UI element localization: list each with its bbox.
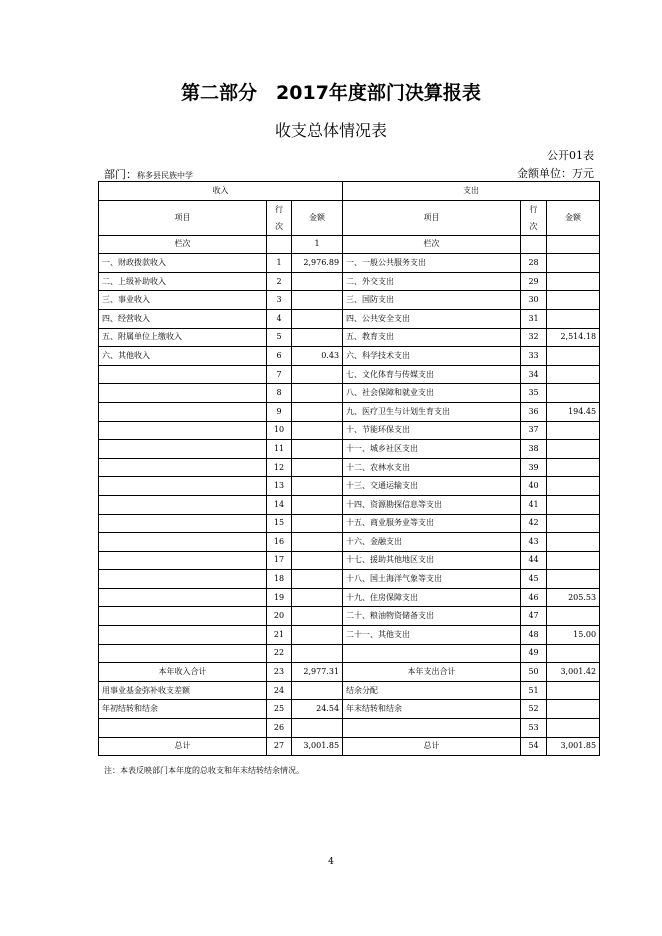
income-expense-table xyxy=(98,181,600,756)
expense-amount-cell xyxy=(547,681,600,700)
expense-item-header: 项目 xyxy=(343,200,521,235)
table-row xyxy=(99,644,600,663)
table-row xyxy=(99,291,600,310)
expense-item-cell: 十九、住房保障支出 xyxy=(343,588,521,607)
income-item-cell xyxy=(99,458,267,477)
expense-item-cell: 十一、城乡社区支出 xyxy=(343,440,521,459)
income-amount-cell xyxy=(292,514,343,533)
expense-row-no-cell: 28 xyxy=(521,254,547,273)
expense-row-no-cell: 39 xyxy=(521,458,547,477)
income-amount-cell xyxy=(292,328,343,347)
income-amount-cell: 3,001.85 xyxy=(292,737,343,756)
income-item-cell: 用事业基金弥补收支差额 xyxy=(99,681,267,700)
income-item-cell: 四、经营收入 xyxy=(99,309,267,328)
expense-item-cell: 六、科学技术支出 xyxy=(343,347,521,366)
income-item-cell xyxy=(99,477,267,496)
income-amount-cell xyxy=(292,588,343,607)
table-row xyxy=(99,328,600,347)
income-amount-cell xyxy=(292,570,343,589)
expense-amount-cell xyxy=(547,291,600,310)
income-row-no-cell: 3 xyxy=(267,291,292,310)
expense-row-no-cell: 43 xyxy=(521,533,547,552)
income-amount-cell xyxy=(292,440,343,459)
expense-item-cell: 四、公共安全支出 xyxy=(343,309,521,328)
expense-amount-cell xyxy=(547,607,600,626)
expense-row-no-cell: 37 xyxy=(521,421,547,440)
income-amount-cell xyxy=(292,402,343,421)
expense-amount-cell xyxy=(547,700,600,719)
expense-item-cell: 五、教育支出 xyxy=(343,328,521,347)
table-row xyxy=(99,663,600,682)
expense-row-no-cell: 42 xyxy=(521,514,547,533)
table-row xyxy=(99,514,600,533)
income-item-cell xyxy=(99,365,267,384)
expense-item-cell: 十八、国土海洋气象等支出 xyxy=(343,570,521,589)
expense-item-cell: 十四、资源勘探信息等支出 xyxy=(343,495,521,514)
expense-amount-cell xyxy=(547,365,600,384)
expense-row-no-cell: 52 xyxy=(521,700,547,719)
income-row-no-cell: 24 xyxy=(267,681,292,700)
expense-col-blank xyxy=(547,235,600,254)
expense-row-no-cell: 34 xyxy=(521,365,547,384)
income-item-cell xyxy=(99,607,267,626)
income-amount-cell xyxy=(292,551,343,570)
table-row xyxy=(99,421,600,440)
income-item-cell xyxy=(99,514,267,533)
table-row xyxy=(99,533,600,552)
expense-item-cell: 十三、交通运输支出 xyxy=(343,477,521,496)
income-row-no-cell: 20 xyxy=(267,607,292,626)
income-row-no-cell: 15 xyxy=(267,514,292,533)
expense-amount-cell xyxy=(547,719,600,738)
expense-row-no-cell: 29 xyxy=(521,272,547,291)
income-item-cell xyxy=(99,719,267,738)
income-amount-cell xyxy=(292,291,343,310)
table-row xyxy=(99,495,600,514)
table-body xyxy=(99,254,600,756)
income-row-no-cell: 14 xyxy=(267,495,292,514)
income-amount-cell xyxy=(292,719,343,738)
expense-amount-cell: 3,001.85 xyxy=(547,737,600,756)
expense-item-cell: 十六、金融支出 xyxy=(343,533,521,552)
income-row-no-cell: 25 xyxy=(267,700,292,719)
income-item-cell: 六、其他收入 xyxy=(99,347,267,366)
expense-item-cell: 一、一般公共服务支出 xyxy=(343,254,521,273)
expense-item-cell: 年末结转和结余 xyxy=(343,700,521,719)
income-row-no-cell: 10 xyxy=(267,421,292,440)
income-row-no-cell: 7 xyxy=(267,365,292,384)
income-amount-cell: 0.43 xyxy=(292,347,343,366)
table-row xyxy=(99,588,600,607)
income-amount-cell xyxy=(292,384,343,403)
income-amount-cell xyxy=(292,309,343,328)
table-row xyxy=(99,626,600,645)
expense-item-cell: 八、社会保障和就业支出 xyxy=(343,384,521,403)
expense-item-cell: 本年支出合计 xyxy=(343,663,521,682)
table-row xyxy=(99,570,600,589)
expense-row-no-header: 行 次 xyxy=(521,200,547,235)
expense-amount-cell: 2,514.18 xyxy=(547,328,600,347)
table-row xyxy=(99,551,600,570)
expense-row-no-cell: 30 xyxy=(521,291,547,310)
income-item-cell xyxy=(99,495,267,514)
expense-row-no-cell: 49 xyxy=(521,644,547,663)
income-amount-cell xyxy=(292,681,343,700)
income-amount-cell: 2,977.31 xyxy=(292,663,343,682)
expense-item-cell: 十五、商业服务业等支出 xyxy=(343,514,521,533)
income-row-no-cell: 22 xyxy=(267,644,292,663)
expense-amount-cell xyxy=(547,254,600,273)
income-row-no-header: 行 次 xyxy=(267,200,292,235)
expense-item-cell: 十、节能环保支出 xyxy=(343,421,521,440)
table-row xyxy=(99,737,600,756)
expense-item-cell: 二、外交支出 xyxy=(343,272,521,291)
expense-amount-cell xyxy=(547,514,600,533)
income-row-no-cell: 27 xyxy=(267,737,292,756)
expense-amount-cell: 194.45 xyxy=(547,402,600,421)
expense-amount-cell xyxy=(547,458,600,477)
expense-row-no-cell: 50 xyxy=(521,663,547,682)
expense-row-no-cell: 45 xyxy=(521,570,547,589)
income-item-cell xyxy=(99,644,267,663)
income-col-one: 1 xyxy=(292,235,343,254)
income-amount-cell xyxy=(292,365,343,384)
table-row xyxy=(99,700,600,719)
table-row xyxy=(99,309,600,328)
income-row-no-cell: 6 xyxy=(267,347,292,366)
expense-item-cell: 七、文化体育与传媒支出 xyxy=(343,365,521,384)
income-amount-cell: 24.54 xyxy=(292,700,343,719)
income-amount-header: 金额 xyxy=(292,200,343,235)
expense-row-no-cell: 32 xyxy=(521,328,547,347)
income-header: 收入 xyxy=(99,182,343,201)
income-amount-cell xyxy=(292,421,343,440)
income-item-cell xyxy=(99,588,267,607)
amount-unit: 金额单位：万元 xyxy=(517,167,594,180)
expense-amount-cell xyxy=(547,644,600,663)
expense-amount-cell xyxy=(547,533,600,552)
income-col-index-blank xyxy=(267,235,292,254)
expense-header: 支出 xyxy=(343,182,600,201)
expense-row-no-cell: 51 xyxy=(521,681,547,700)
expense-amount-cell xyxy=(547,495,600,514)
expense-item-cell: 结余分配 xyxy=(343,681,521,700)
expense-item-cell: 十二、农林水支出 xyxy=(343,458,521,477)
expense-amount-cell xyxy=(547,384,600,403)
expense-row-no-cell: 38 xyxy=(521,440,547,459)
table-row xyxy=(99,607,600,626)
expense-amount-cell xyxy=(547,309,600,328)
income-row-no-cell: 5 xyxy=(267,328,292,347)
expense-row-no-cell: 35 xyxy=(521,384,547,403)
department-line xyxy=(104,166,193,182)
expense-amount-cell xyxy=(547,570,600,589)
department-label: 部门： xyxy=(104,168,137,181)
expense-amount-cell xyxy=(547,551,600,570)
income-amount-cell: 2,976.89 xyxy=(292,254,343,273)
table-row xyxy=(99,254,600,273)
expense-row-no-cell: 48 xyxy=(521,626,547,645)
expense-item-cell xyxy=(343,719,521,738)
income-item-header: 项目 xyxy=(99,200,267,235)
income-item-cell xyxy=(99,402,267,421)
expense-item-cell: 二十一、其他支出 xyxy=(343,626,521,645)
income-item-cell xyxy=(99,551,267,570)
page-title: 第二部分 2017年度部门决算报表 xyxy=(181,82,481,104)
table-row xyxy=(99,719,600,738)
table-note: 注：本表反映部门本年度的总收支和年末结转结余情况。 xyxy=(104,766,304,775)
income-row-no-cell: 13 xyxy=(267,477,292,496)
expense-row-no-cell: 47 xyxy=(521,607,547,626)
income-item-cell xyxy=(99,570,267,589)
expense-row-no-cell: 33 xyxy=(521,347,547,366)
expense-row-no-cell: 36 xyxy=(521,402,547,421)
income-row-no-cell: 23 xyxy=(267,663,292,682)
department-name: 称多县民族中学 xyxy=(137,171,193,180)
table-row xyxy=(99,458,600,477)
income-item-cell xyxy=(99,421,267,440)
table-row xyxy=(99,681,600,700)
expense-item-cell: 二十、粮油物资储备支出 xyxy=(343,607,521,626)
page-number: 4 xyxy=(328,857,334,867)
income-item-cell: 总计 xyxy=(99,737,267,756)
income-row-no-cell: 18 xyxy=(267,570,292,589)
table-row xyxy=(99,272,600,291)
income-row-no-cell: 19 xyxy=(267,588,292,607)
expense-amount-cell xyxy=(547,421,600,440)
income-item-cell: 本年收入合计 xyxy=(99,663,267,682)
expense-amount-cell xyxy=(547,477,600,496)
income-row-no-cell: 17 xyxy=(267,551,292,570)
income-item-cell: 五、附属单位上缴收入 xyxy=(99,328,267,347)
income-item-cell: 二、上级补助收入 xyxy=(99,272,267,291)
income-amount-cell xyxy=(292,533,343,552)
expense-amount-cell: 3,001.42 xyxy=(547,663,600,682)
income-item-cell: 年初结转和结余 xyxy=(99,700,267,719)
expense-item-cell: 总计 xyxy=(343,737,521,756)
expense-amount-cell: 205.53 xyxy=(547,588,600,607)
table-row xyxy=(99,440,600,459)
expense-row-no-cell: 41 xyxy=(521,495,547,514)
income-item-cell: 一、财政拨款收入 xyxy=(99,254,267,273)
expense-row-no-cell: 53 xyxy=(521,719,547,738)
table-subtitle: 收支总体情况表 xyxy=(274,121,387,140)
income-amount-cell xyxy=(292,477,343,496)
income-item-cell xyxy=(99,626,267,645)
expense-row-no-cell: 44 xyxy=(521,551,547,570)
table-row xyxy=(99,347,600,366)
table-row xyxy=(99,384,600,403)
table-row xyxy=(99,402,600,421)
table-row xyxy=(99,477,600,496)
income-amount-cell xyxy=(292,607,343,626)
expense-row-no-cell: 40 xyxy=(521,477,547,496)
income-amount-cell xyxy=(292,272,343,291)
income-row-no-cell: 1 xyxy=(267,254,292,273)
income-row-no-cell: 2 xyxy=(267,272,292,291)
expense-col-index: 栏次 xyxy=(343,235,521,254)
income-row-no-cell: 4 xyxy=(267,309,292,328)
income-item-cell xyxy=(99,440,267,459)
expense-row-no-cell: 54 xyxy=(521,737,547,756)
income-item-cell xyxy=(99,533,267,552)
income-amount-cell xyxy=(292,495,343,514)
expense-amount-header: 金额 xyxy=(547,200,600,235)
table-row xyxy=(99,365,600,384)
income-amount-cell xyxy=(292,626,343,645)
expense-item-cell: 三、国防支出 xyxy=(343,291,521,310)
expense-item-cell xyxy=(343,644,521,663)
income-row-no-cell: 8 xyxy=(267,384,292,403)
expense-item-cell: 九、医疗卫生与计划生育支出 xyxy=(343,402,521,421)
expense-amount-cell xyxy=(547,440,600,459)
expense-item-cell: 十七、援助其他地区支出 xyxy=(343,551,521,570)
income-row-no-cell: 9 xyxy=(267,402,292,421)
table-number: 公开01表 xyxy=(547,149,594,162)
income-row-no-cell: 26 xyxy=(267,719,292,738)
income-row-no-cell: 11 xyxy=(267,440,292,459)
income-item-cell xyxy=(99,384,267,403)
income-amount-cell xyxy=(292,644,343,663)
income-row-no-cell: 12 xyxy=(267,458,292,477)
income-row-no-cell: 21 xyxy=(267,626,292,645)
expense-row-no-cell: 46 xyxy=(521,588,547,607)
income-amount-cell xyxy=(292,458,343,477)
expense-amount-cell xyxy=(547,272,600,291)
expense-row-no-cell: 31 xyxy=(521,309,547,328)
expense-amount-cell: 15.00 xyxy=(547,626,600,645)
expense-col-index-blank xyxy=(521,235,547,254)
income-col-index: 栏次 xyxy=(99,235,267,254)
income-row-no-cell: 16 xyxy=(267,533,292,552)
expense-amount-cell xyxy=(547,347,600,366)
income-item-cell: 三、事业收入 xyxy=(99,291,267,310)
